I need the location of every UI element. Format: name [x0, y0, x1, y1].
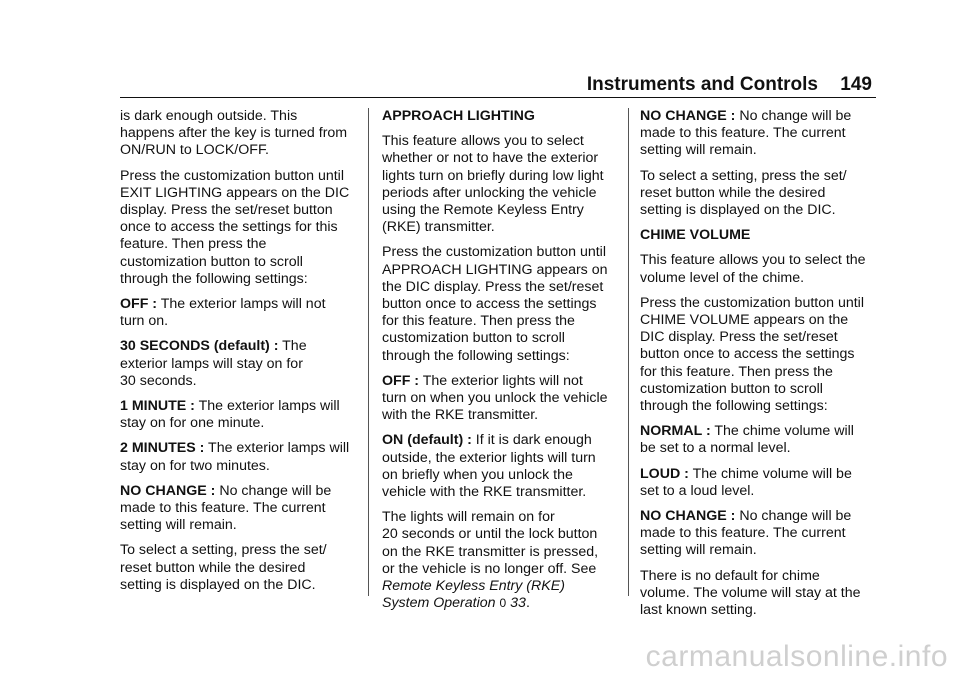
- setting-label: OFF :: [382, 372, 420, 389]
- setting-no-change: NO CHANGE : No change will be made to this feature. The current setting will remain.: [640, 508, 852, 559]
- setting-30-seconds: 30 SECONDS (default) : The exterior lamps will stay on for 30 seconds.: [120, 338, 307, 389]
- page-ref-icon: 0: [499, 596, 507, 611]
- setting-1-minute: 1 MINUTE : The exterior lamps will stay on for one minute.: [120, 398, 340, 432]
- paragraph-press: Press the customization button until EXIT LIGHTING appears on the DIC display. Press the set/reset button once to access the settings for this feature. Then press the customization button to scroll through the following settings:: [120, 167, 350, 287]
- page-ref-number[interactable]: 33: [510, 595, 526, 612]
- setting-label: 30 SECONDS (default) :: [120, 338, 279, 355]
- setting-label: LOUD :: [640, 465, 689, 482]
- column-divider: [628, 108, 629, 596]
- paragraph-press: Press the customization button until APPROACH LIGHTING appears on the DIC display. Press the set/reset button once to access the settings for this feature. Then press the customization button to scroll through the following settings:: [382, 244, 608, 364]
- column-divider: [368, 108, 369, 596]
- setting-no-change: NO CHANGE : No change will be made to this feature. The current setting will remain.: [640, 108, 852, 159]
- column-2: [382, 108, 617, 620]
- setting-label: NO CHANGE :: [120, 482, 216, 499]
- setting-off: OFF : The exterior lamps will not turn on.: [120, 296, 326, 330]
- cross-reference-link[interactable]: System Operation: [382, 595, 496, 612]
- paragraph-intro: This feature allows you to select whether or not to have the exterior lights turn on briefly during low light periods after unlocking the vehicle using the Remote Keyless Entry (RKE) transmitter.: [382, 133, 604, 236]
- setting-2-minutes: 2 MINUTES : The exterior lamps will stay on for two minutes.: [120, 440, 350, 474]
- column-3: [640, 108, 880, 627]
- setting-label: NORMAL :: [640, 423, 711, 440]
- section-title: Instruments and Controls: [586, 74, 818, 95]
- setting-label: NO CHANGE :: [640, 508, 736, 525]
- paragraph-intro: is dark enough outside. This happens after the key is turned from ON/RUN to LOCK/OFF.: [120, 108, 348, 159]
- setting-off: OFF : The exterior lights will not turn on when you unlock the vehicle with the RKE transmitter.: [382, 372, 608, 424]
- column-1: [120, 108, 360, 602]
- paragraph-press: Press the customization button until CHIME VOLUME appears on the DIC display. Press the set/reset button once to access the settings for this feature. Then press the customization button to scroll through the following settings:: [640, 294, 864, 415]
- section-heading: APPROACH LIGHTING: [382, 108, 535, 124]
- paragraph-select: To select a setting, press the set/ reset button while the desired setting is displayed on the DIC.: [120, 542, 327, 593]
- setting-label: ON (default) :: [382, 432, 472, 449]
- setting-label: 1 MINUTE :: [120, 398, 195, 415]
- setting-normal: NORMAL : The chime volume will be set to a normal level.: [640, 423, 854, 457]
- watermark: carmanualsonline.info: [645, 640, 948, 673]
- setting-label: NO CHANGE :: [640, 108, 736, 124]
- setting-no-change: NO CHANGE : No change will be made to this feature. The current setting will remain.: [120, 482, 332, 534]
- setting-on-default: ON (default) : If it is dark enough outside, the exterior lights will turn on briefly when you unlock the vehicle with the RKE transmitter.: [382, 432, 596, 501]
- setting-loud: LOUD : The chime volume will be set to a loud level.: [640, 465, 852, 499]
- page-number: 149: [840, 74, 872, 95]
- cross-reference-link[interactable]: Remote Keyless Entry (RKE): [382, 578, 565, 595]
- setting-label: OFF :: [120, 296, 158, 313]
- paragraph-no-default: There is no default for chime volume. The volume will stay at the last known setting.: [640, 567, 861, 619]
- header-rule: [120, 97, 876, 98]
- paragraph-remain: The lights will remain on for 20 seconds or until the lock button on the RKE transmitter is pressed, or the vehicle is no longer off. See Remote Keyless Entry (RKE) System Operation 0 33.: [382, 509, 617, 612]
- setting-label: 2 MINUTES :: [120, 440, 205, 457]
- paragraph-select: To select a setting, press the set/ reset button while the desired setting is displayed on the DIC.: [640, 167, 847, 219]
- section-heading: CHIME VOLUME: [640, 227, 751, 244]
- page-header: [120, 68, 876, 98]
- paragraph-intro: This feature allows you to select the volume level of the chime.: [640, 252, 866, 286]
